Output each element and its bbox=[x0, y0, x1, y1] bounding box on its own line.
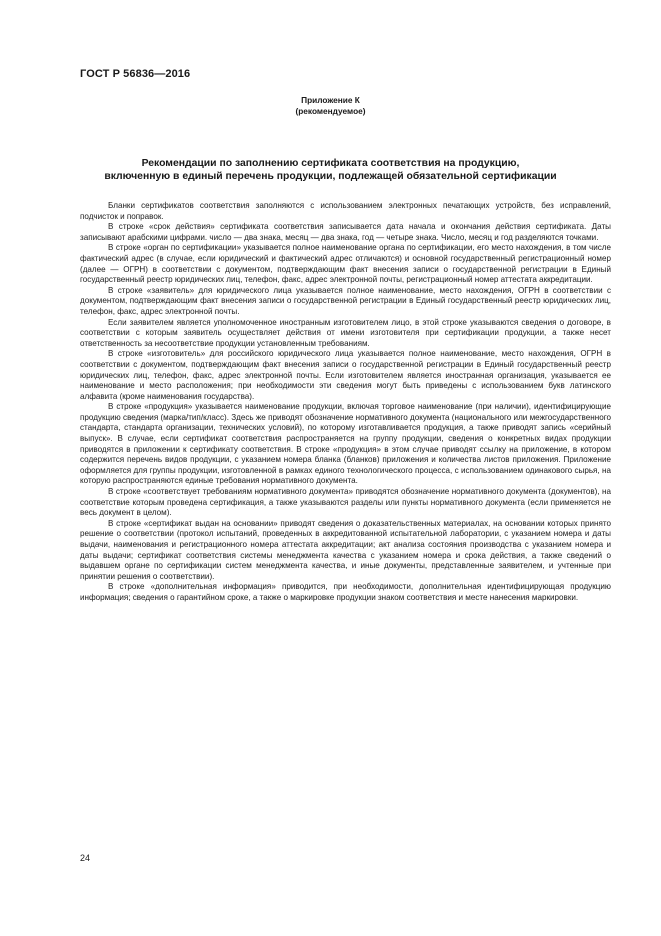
section-title-line-2: включенную в единый перечень продукции, подлежащей обязательной сертификации bbox=[104, 171, 557, 182]
paragraph: В строке «сертификат выдан на основании» приводят сведения о доказательственных материалах, на основании которых принято решение о соответствии (протокол испытаний, проведенных в аккредитованной испытательной лаборатории, с указанием номера и даты выдачи, наименования и регистрационного номера аттестата аккредитации; акт анализа состояния производства с указанием номера и даты выдачи; сертификат соответствия системы менеджмента качества с указанием номера и срока действия, а также сведений о выдавшем органе по сертификации систем менеджмента качества, и иные документы, представленные заявителем, и учтенные при принятии решения о соответствии). bbox=[80, 518, 611, 581]
paragraph: Если заявителем является уполномоченное иностранным изготовителем лицо, в этой строке указываются сведения о договоре, в соответствии с которым заявитель осуществляет действия от имени изготовителя при сертификации продукции, а также несет ответственность за несоответствие продукции установленным требованиям. bbox=[80, 317, 611, 348]
paragraph: В строке «изготовитель» для российского юридического лица указывается полное наименование, место нахождения, ОГРН в соответствии с документом, подтверждающим факт внесения записи о государственной регистрации в Единый государственный реестр юридических лиц, телефон, факс, адрес электронной почты. Если изготовителем является иностранная организация, указывается ее наименование и место расположения; при необходимости эти сведения могут быть приведены с использованием букв латинского алфавита (кроме наименования государства). bbox=[80, 349, 611, 401]
page-number: 24 bbox=[80, 853, 91, 863]
section-title-line-1: Рекомендации по заполнению сертификата соответствия на продукцию, bbox=[141, 158, 520, 169]
appendix-label: Приложение К bbox=[301, 95, 360, 105]
paragraph: В строке «дополнительная информация» приводится, при необходимости, дополнительная идентифицирующая продукцию информация; сведения о гарантийном сроке, а также о маркировке продукции знаком соответствия и месте нанесения маркировки. bbox=[80, 582, 611, 602]
paragraph: В строке «соответствует требованиям нормативного документа» приводятся обозначение нормативного документа (документов), на соответствие которым проведена сертификация, а также указываются разделы или пункты нормативного документа (если применяется не весь документ в целом). bbox=[80, 487, 611, 518]
paragraph: В строке «орган по сертификации» указывается полное наименование органа по сертификации, его место нахождения, в том числе фактический адрес (в случае, если юридический и фактический адрес отличаются) и основной государственный регистрационный номер (далее — ОГРН) в соответствии с документом, подтверждающим факт внесения записи о государственной регистрации в Единый государственный реестр юридических лиц, телефон, факс, адрес электронной почты, регистрационный номер аттестата аккредитации. bbox=[80, 243, 611, 285]
appendix-heading bbox=[0, 95, 661, 117]
paragraph: В строке «продукция» указывается наименование продукции, включая торговое наименование (при наличии), идентифицирующие продукцию сведения (марка/тип/класс). Здесь же приводят обозначение нормативного документа (национального или межгосударственного стандарта, стандарта организации, технических условий), по которому изготавливается продукция, а также приводят запись «серийный выпуск». В случае, если сертификат соответствия распространяется на группу продукции, сведения о конкретных видах продукции приводятся в приложении к сертификату соответствия. В строке «продукция» в этом случае приводят ссылку на приложение, в котором содержится перечень видов продукции, с указанием номера бланка (бланков) приложения и количества листов приложения. Приложение оформляется для группы продукции, изготовленной в рамках единого технологического процесса, с использованием одинакового сырья, на которую распространяются единые требования нормативного документа. bbox=[80, 402, 611, 486]
section-title bbox=[60, 157, 601, 183]
body-text bbox=[80, 201, 611, 604]
paragraph: Бланки сертификатов соответствия заполняются с использованием электронных печатающих устройств, без исправлений, подчисток и поправок. bbox=[80, 201, 611, 221]
document-header: ГОСТ Р 56836—2016 bbox=[80, 68, 191, 80]
paragraph: В строке «заявитель» для юридического лица указывается полное наименование, место нахождения, ОГРН в соответствии с документом, подтверждающим факт внесения записи о государственной регистрации в Единый государственный реестр юридических лиц, телефон, факс, адрес электронной почты. bbox=[80, 285, 611, 316]
appendix-status: (рекомендуемое) bbox=[295, 106, 366, 116]
paragraph: В строке «срок действия» сертификата соответствия записывается дата начала и окончания действия сертификата. Даты записывают арабскими цифрами. число — два знака, месяц — два знака, год — четыре знака. Число, месяц и год разделяются точками. bbox=[80, 222, 611, 242]
